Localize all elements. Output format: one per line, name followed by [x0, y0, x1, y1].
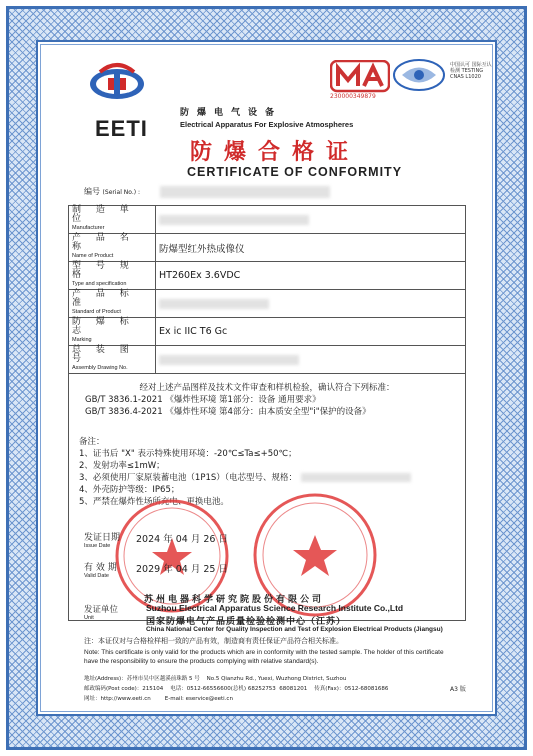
field-value-drawing-no — [156, 346, 466, 374]
issuing-unit-label: 发证单位 Unit — [84, 605, 119, 621]
serial-label-cn: 编号 — [84, 187, 100, 196]
cma-mark-icon — [330, 60, 390, 94]
table-row — [69, 206, 466, 234]
standard-line: GB/T 3836.4-2021 《爆炸性环境 第4部分：由本质安全型"i"保护的设备》 — [85, 407, 371, 417]
contact-line: 邮政编码(Post code)：215104 电话：0512-66556600(总机) 68252753 68081201 传真(Fax)：0512-68081686 — [84, 686, 389, 692]
certificate-title-en: CERTIFICATE OF CONFORMITY — [187, 165, 403, 179]
note-line: 2、发射功率≤1mW； — [79, 461, 165, 471]
notes-title: 备注： — [79, 437, 105, 447]
field-label: 制 造 单 位 Manufacturer — [69, 206, 156, 234]
web-line: 网址：http://www.eeti.cn E-mail: eservice@eeti.cn — [84, 696, 233, 702]
cnas-mark-icon — [392, 58, 446, 92]
institute-logo-icon — [88, 58, 146, 102]
note-line: 5、严禁在爆炸性场所充电、更换电池。 — [79, 497, 229, 507]
note-line: 1、证书后 "X" 表示特殊使用环境：-20℃≤Ta≤+50℃； — [79, 449, 297, 459]
field-label: 型 号 规 格 Type and specification — [69, 262, 156, 290]
note-line: 4、外壳防护等级：IP65； — [79, 485, 180, 495]
field-value-standard — [156, 290, 466, 318]
field-label: 防 爆 标 志 Marking — [69, 318, 156, 346]
table-row — [69, 346, 466, 374]
institute-name-en: Suzhou Electrical Apparatus Science Research Institute Co.,Ltd — [146, 603, 404, 613]
field-label: 产 品 标 准 Standard of Product — [69, 290, 156, 318]
eeti-logo-text: EETI — [95, 116, 148, 141]
title-cn-small: 防爆电气设备 — [180, 108, 283, 118]
footer-note-en: Note: This certificate is only valid for the products which are in conformity with the tested sample. The holder of this certificate have the responsibility to ensure the products complying with relative standard(s). — [84, 649, 444, 665]
intro-text: 经对上述产品图样及技术文件审查和样机检验，确认符合下列标准： — [139, 383, 395, 393]
paper-size-label: A3 版 — [450, 686, 466, 693]
field-value-type: HT260Ex 3.6VDC — [156, 262, 466, 290]
footer-note-cn: 注：本证仅对与合格检样相一致的产品有效，制造商有责任保证产品符合相关标准。 — [84, 637, 343, 645]
serial-label-en: (Serial No.) : — [102, 189, 141, 196]
title-en-small: Electrical Apparatus For Explosive Atmospheres — [180, 120, 354, 129]
standard-line: GB/T 3836.1-2021 《爆炸性环境 第1部分：设备 通用要求》 — [85, 395, 321, 405]
table-row — [69, 318, 466, 346]
test-center-name-en: China National Center for Quality Inspection and Test of Explosion Electrical Products (Jiangsu) — [146, 626, 443, 633]
table-row — [69, 234, 466, 262]
table-row — [69, 262, 466, 290]
address-line: 地址(Address)：苏州市吴中区越溪前珠路 5 号 No.5 Qianzhu Rd., Yuexi, Wuzhong District, Suzhou — [84, 676, 347, 682]
valid-date-value: 2029 年 04 月 25 日 — [136, 564, 228, 575]
issue-date-value: 2024 年 04 月 26 日 — [136, 534, 228, 545]
institute-name-cn: 苏州电器科学研究院股份有限公司 — [144, 595, 325, 605]
table-row — [69, 290, 466, 318]
address-block — [84, 674, 464, 704]
cma-number: 230000349879 — [330, 93, 376, 100]
certificate-title-cn: 防爆合格证 — [190, 139, 361, 165]
note-line: 3、必须使用厂家原装蓄电池（1P1S）（电芯型号、规格： — [79, 472, 455, 484]
field-value-product-name: 防爆型红外热成像仪 — [156, 234, 466, 262]
cnas-caption: 中国认可 国际互认 检测 TESTING CNAS L1020 — [450, 62, 492, 80]
issue-date-label: 发证日期 Issue Date — [84, 533, 121, 549]
valid-date-label: 有 效 期 Valid Date — [84, 563, 117, 579]
test-center-name-cn: 国家防爆电气产品质量检验检测中心（江苏） — [146, 617, 347, 627]
serial-label — [84, 186, 140, 197]
serial-redaction — [160, 186, 330, 198]
field-value-marking: Ex ic IIC T6 Gc — [156, 318, 466, 346]
field-label: 总 装 图 号 Assembly Drawing No. — [69, 346, 156, 374]
field-value-manufacturer — [156, 206, 466, 234]
field-label: 产 品 名 称 Name of Product — [69, 234, 156, 262]
